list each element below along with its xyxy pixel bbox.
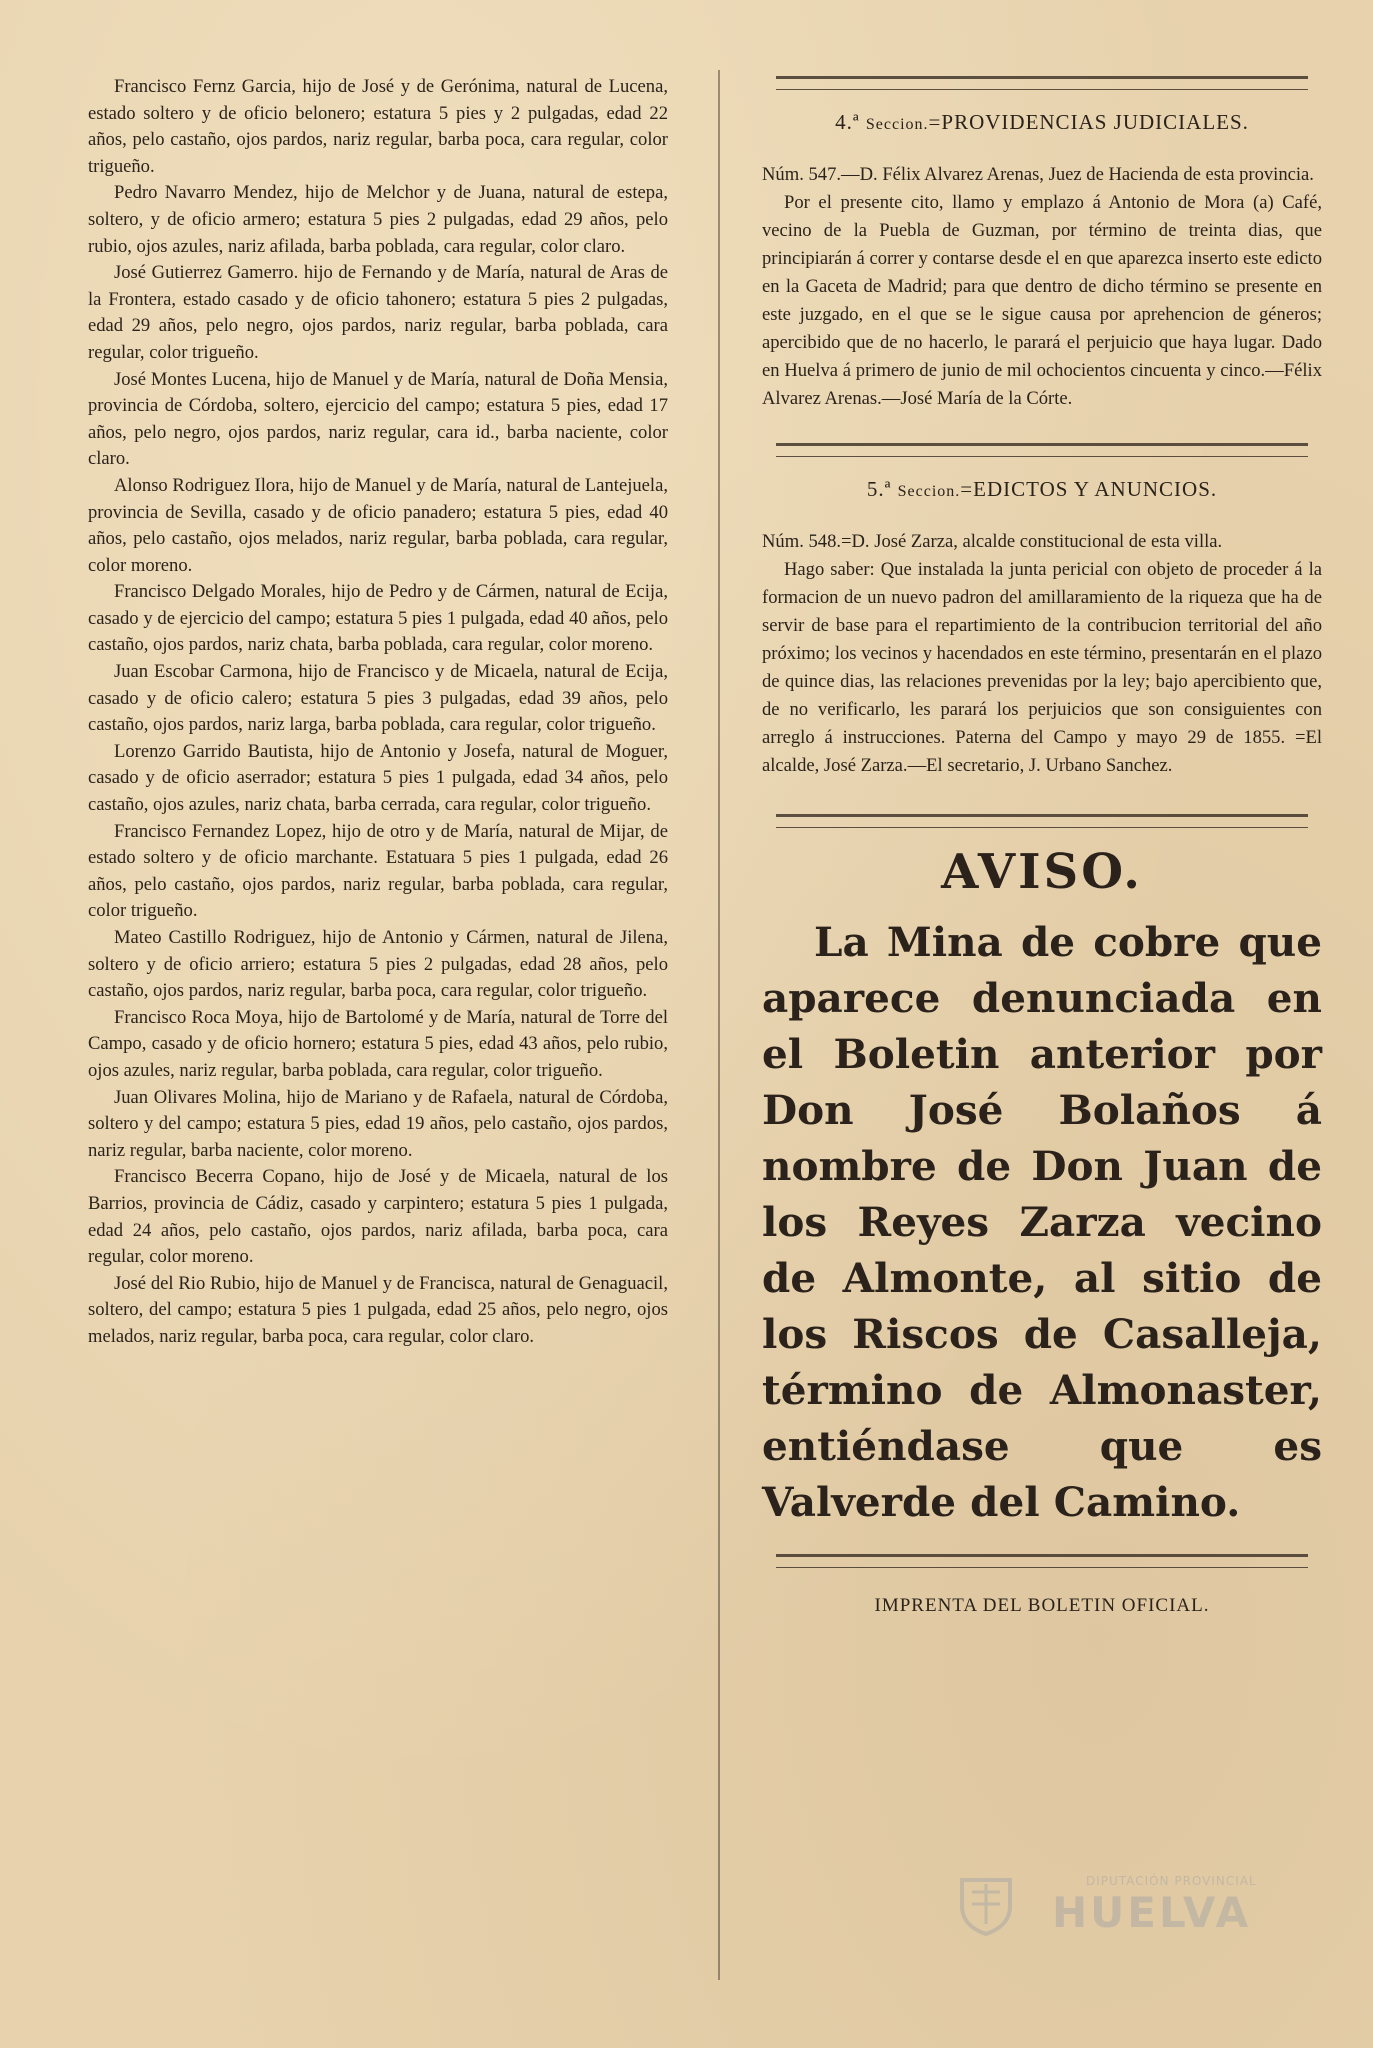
section-4-label: Seccion.: [865, 116, 929, 133]
aviso-title: AVISO.: [941, 844, 1143, 900]
crest-icon: [956, 1872, 1016, 1936]
person-entry: Juan Olivares Molina, hijo de Mariano y de Rafaela, natural de Córdoba, soltero y del campo; estatura 5 pies, edad 19 años, pelo castaño, ojos pardos, nariz regular, barba naciente, color moreno.: [88, 1086, 668, 1161]
section-4-heading: =PROVIDENCIAS JUDICIALES.: [928, 110, 1249, 134]
person-entry: Francisco Delgado Morales, hijo de Pedro y de Cármen, natural de Ecija, casado y de ejercicio del campo; estatura 5 pies 1 pulgada, edad 40 años, pelo castaño, ojos pardos, nariz chata, barba poblada, cara regular, color moreno.: [88, 581, 668, 656]
section-5-heading: =EDICTOS Y ANUNCIOS.: [960, 477, 1218, 501]
person-entry: Francisco Becerra Copano, hijo de José y de Micaela, natural de los Barrios, provincia de Cádiz, casado y carpintero; estatura 5 pies 1 pulgada, edad 24 años, pelo castaño, ojos pardos, nariz afilada, barba poca, cara regular, color moreno.: [88, 1166, 668, 1268]
section-5-number: 5.ª: [866, 477, 892, 501]
entry-547-heading: Núm. 547.—D. Félix Alvarez Arenas, Juez de Hacienda de esta provincia.: [762, 164, 1314, 185]
archive-watermark: [956, 1868, 1286, 1940]
person-entry: José del Rio Rubio, hijo de Manuel y de Francisca, natural de Genaguacil, soltero, del campo; estatura 5 pies 1 pulgada, edad 25 años, pelo negro, ojos melados, nariz regular, barba poca, cara regular, color claro.: [88, 1272, 668, 1347]
section-4-entry: [762, 161, 1322, 413]
section-rule: [776, 814, 1308, 828]
person-entry: Alonso Rodriguez Ilora, hijo de Manuel y de María, natural de Lantejuela, provincia de Sevilla, casado y de oficio panadero; estatura 5 pies, edad 40 años, pelo castaño, ojos melados, nariz regular, barba poblada, cara regular, color moreno.: [88, 474, 668, 576]
section-rule: [776, 443, 1308, 457]
entry-548-heading: Núm. 548.=D. José Zarza, alcalde constitucional de esta villa.: [762, 531, 1223, 552]
section-rule: [776, 1554, 1308, 1568]
section-rule: [776, 76, 1308, 90]
left-column: [88, 74, 668, 1351]
person-entry: José Gutierrez Gamerro. hijo de Fernando y de María, natural de Aras de la Frontera, estado casado y de oficio tahonero; estatura 5 pies 2 pulgadas, edad 29 años, pelo negro, ojos pardos, nariz regular, barba poblada, cara regular, color trigueño.: [88, 262, 668, 363]
person-entry: Pedro Navarro Mendez, hijo de Melchor y de Juana, natural de estepa, soltero, y de oficio armero; estatura 5 pies 2 pulgadas, edad 29 años, pelo rubio, ojos azules, nariz afilada, barba poblada, cara regular, color claro.: [88, 182, 668, 257]
entry-547-body: Por el presente cito, llamo y emplazo á Antonio de Mora (a) Café, vecino de la Puebla de Guzman, por término de treinta dias, que principiarán á correr y contarse desde el en que aparezca inserto este edicto en la Gaceta de Madrid; para que dentro de dicho término se presente en este juzgado, en el que se le sigue causa por aprehencion de géneros; apercibido que de no hacerlo, le parará el perjuicio que haya lugar. Dado en Huelva á primero de junio de mil ochocientos cincuenta y cinco.—Félix Alvarez Arenas.—José María de la Córte.: [762, 192, 1322, 409]
person-entry: Juan Escobar Carmona, hijo de Francisco y de Micaela, natural de Ecija, casado y de oficio calero; estatura 5 pies 3 pulgadas, edad 39 años, pelo castaño, ojos pardos, nariz larga, barba poblada, cara regular, color trigueño.: [88, 661, 668, 736]
person-entry: Lorenzo Garrido Bautista, hijo de Antonio y Josefa, natural de Moguer, casado y de oficio aserrador; estatura 5 pies 1 pulgada, edad 34 años, pelo castaño, ojos azules, nariz chata, barba cerrada, cara regular, color trigueño.: [88, 740, 668, 816]
person-entry: Francisco Fernandez Lopez, hijo de otro y de María, natural de Mijar, de estado soltero y de oficio marchante. Estatuara 5 pies 1 pulgada, edad 26 años, pelo castaño, ojos pardos, nariz regular, barba poblada, cara regular, color trigueño.: [88, 820, 668, 922]
section-5-title: [762, 475, 1322, 506]
entry-548-body: Hago saber: Que instalada la junta pericial con objeto de proceder á la formacion de un nuevo padron del amillaramiento de la riqueza que ha de servir de base para el repartimiento de la contribucion territorial del año próximo; los vecinos y hacendados en este término, presentarán en el plazo de quince dias, las relaciones prevenidas por la ley; bajo apercibiento que, de no verificarlo, les parará los perjuicios que son consiguientes con arreglo á instrucciones. Paterna del Campo y mayo 29 de 1855. =El alcalde, José Zarza.—El secretario, J. Urbano Sanchez.: [762, 559, 1322, 776]
person-entry: Francisco Fernz Garcia, hijo de José y de Gerónima, natural de Lucena, estado soltero y de oficio belonero; estatura 5 pies y 2 pulgadas, edad 22 años, pelo castaño, ojos pardos, nariz regular, barba poca, cara regular, color trigueño.: [88, 76, 668, 177]
column-divider: [718, 70, 720, 1980]
imprint-line: IMPRENTA DEL BOLETIN OFICIAL.: [874, 1595, 1210, 1616]
person-entry: Mateo Castillo Rodriguez, hijo de Antonio y Cármen, natural de Jilena, soltero y de oficio arriero; estatura 5 pies 2 pulgadas, edad 28 años, pelo castaño, ojos pardos, nariz regular, barba poca, cara regular, color trigueño.: [88, 927, 668, 1002]
right-column: [762, 76, 1322, 1620]
section-4-number: 4.ª: [835, 110, 860, 134]
watermark-small-text: DIPUTACIÓN PROVINCIAL: [1086, 1874, 1257, 1888]
section-5-label: Seccion.: [897, 483, 961, 500]
section-4-title: [762, 108, 1322, 139]
person-entry: Francisco Roca Moya, hijo de Bartolomé y de María, natural de Torre del Campo, casado y de oficio hornero; estatura 5 pies, edad 43 años, pelo rubio, ojos azules, nariz regular, barba poblada, cara regular, color trigueño.: [88, 1006, 668, 1081]
aviso-body: La Mina de cobre que aparece denunciada en el Boletin anterior por Don José Bolaños á nombre de Don Juan de los Reyes Zarza vecino de Almonte, al sitio de los Riscos de Casalleja, término de Almonaster, entiéndase que es Valverde del Camino.: [762, 918, 1322, 1526]
section-5-entry: [762, 528, 1322, 780]
person-entry: José Montes Lucena, hijo de Manuel y de María, natural de Doña Mensia, provincia de Córdoba, soltero, ejercicio del campo; estatura 5 pies, edad 17 años, pelo negro, ojos pardos, nariz regular, cara id., barba naciente, color claro.: [88, 368, 668, 470]
watermark-big-text: HUELVA: [1052, 1888, 1252, 1937]
